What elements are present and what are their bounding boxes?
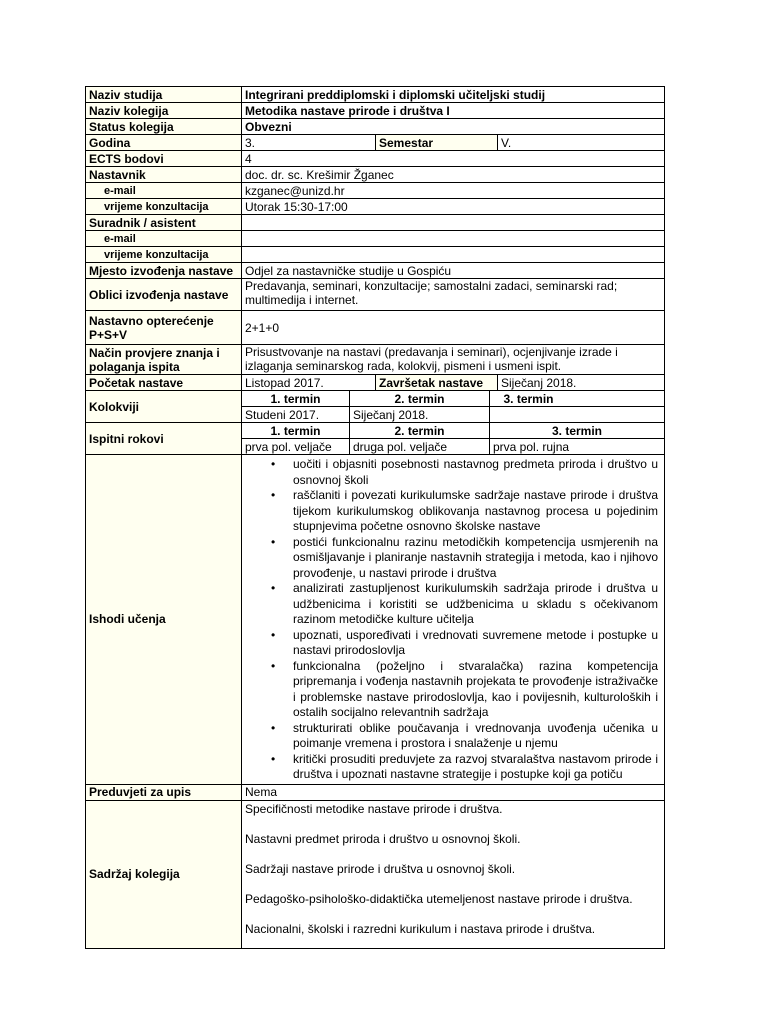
ispitni-header-3: 3. termin — [490, 423, 665, 439]
kolokviji-header-2: 2. termin — [350, 391, 490, 407]
label-preduvjeti: Preduvjeti za upis — [86, 784, 242, 800]
course-syllabus-document — [85, 86, 664, 949]
value-pocetak: Listopad 2017. — [242, 375, 376, 391]
value-status-kolegija: Obvezni — [242, 119, 665, 135]
label-naziv-kolegija: Naziv kolegija — [86, 103, 242, 119]
label-semestar: Semestar — [376, 135, 498, 151]
row-sadrzaj — [86, 800, 665, 948]
row-ects — [86, 151, 665, 167]
label-sadrzaj: Sadržaj kolegija — [86, 800, 242, 948]
label-nastavnik: Nastavnik — [86, 167, 242, 183]
value-oblici: Predavanja, seminari, konzultacije; samostalni zadaci, seminarski rad; multimedija i internet. — [242, 279, 665, 311]
sadrzaj-item: Specifičnosti metodike nastave prirode i društva. — [245, 801, 503, 816]
ishodi-item: • analizirati zastupljenost kurikulumskih sadržaja prirode i društva u udžbenicima i koristiti se udžbenicima u skladu s očekivanom razinom metodičke kulture učitelja — [293, 581, 658, 628]
ishodi-item: • funkcionalna (poželjno i stvaralačka) razina kompetencija pripremanja i vođenja nastavnih projekata te provođenje istraživačke i problemske nastave prirodoslovlja, kao i povijesnih, kulturoloških i ostalih socijalno relevantnih sadržaja — [293, 659, 658, 721]
row-oblici — [86, 279, 665, 311]
row-ispitni-header — [86, 423, 665, 439]
row-konzultacije — [86, 199, 665, 215]
ishodi-item: • postići funkcionalnu razinu metodičkih kompetencija usmjerenih na osmišljavanje i planiranje nastavnih strategija i metoda, kao i njihovo provođenje, u nastavi prirode i društva — [293, 535, 658, 582]
value-godina: 3. — [242, 135, 376, 151]
row-kolokviji-header — [86, 391, 665, 407]
label-ishodi: Ishodi učenja — [86, 455, 242, 785]
ishodi-item: • strukturirati oblike poučavanja i vrednovanja uvođenja učenika u poimanje vremena i prostora i snalaženje u njemu — [293, 721, 658, 752]
ispitni-header-2: 2. termin — [350, 423, 490, 439]
kolokviji-header-1: 1. termin — [242, 391, 350, 407]
label-oblici: Oblici izvođenja nastave — [86, 279, 242, 311]
label-suradnik-email: e-mail — [86, 231, 242, 247]
ishodi-item: • kritički prosuditi preduvjete za razvoj stvaralaštva nastavom prirode i društva i upoznati nastavne strategije i postupke koji ga potiču — [293, 752, 658, 783]
value-preduvjeti: Nema — [242, 784, 665, 800]
sadrzaj-item: Pedagoško-psihološko-didaktička utemeljenost nastave prirode i društva. — [245, 891, 633, 906]
ispitni-value-2: druga pol. veljače — [350, 439, 490, 455]
value-suradnik-email — [242, 231, 665, 247]
row-mjesto — [86, 263, 665, 279]
label-kolokviji: Kolokviji — [86, 391, 242, 423]
label-email: e-mail — [86, 183, 242, 199]
ishodi-item: • upoznati, uspoređivati i vrednovati suvremene metode i postupke u nastavi prirodoslovlja — [293, 628, 658, 659]
row-ishodi — [86, 455, 665, 785]
value-mjesto: Odjel za nastavničke studije u Gospiću — [242, 263, 665, 279]
row-email — [86, 183, 665, 199]
row-suradnik-email — [86, 231, 665, 247]
row-status-kolegija — [86, 119, 665, 135]
label-mjesto: Mjesto izvođenja nastave — [86, 263, 242, 279]
sadrzaj-item: Nacionalni, školski i razredni kurikulum i nastava prirode i društva. — [245, 921, 596, 936]
label-godina: Godina — [86, 135, 242, 151]
sadrzaj-item: Sadržaji nastave prirode i društva u osnovnoj školi. — [245, 861, 516, 876]
value-nastavnik: doc. dr. sc. Krešimir Žganec — [242, 167, 665, 183]
row-opterecenje — [86, 311, 665, 345]
value-sadrzaj — [242, 800, 665, 948]
ispitni-value-3: prva pol. rujna — [490, 439, 665, 455]
value-email: kzganec@unizd.hr — [242, 183, 665, 199]
row-suradnik — [86, 215, 665, 231]
label-suradnik: Suradnik / asistent — [86, 215, 242, 231]
ishodi-list — [245, 457, 658, 783]
kolokviji-value-2: Siječanj 2018. — [350, 407, 490, 423]
value-provjera: Prisustvovanje na nastavi (predavanja i seminari), ocjenjivanje izrade i izlaganja seminarskog rada, kolokvij, pismeni i usmeni ispit. — [242, 345, 665, 375]
ishodi-item: • raščlaniti i povezati kurikulumske sadržaje nastave prirode i društva tijekom kurikulumskog oblikovanja nastavnog procesa u pojedinim stupnjevima početne osnovno školske nastave — [293, 488, 658, 535]
value-suradnik — [242, 215, 665, 231]
label-opterecenje: Nastavno opterećenje P+S+V — [86, 311, 242, 345]
row-preduvjeti — [86, 784, 665, 800]
kolokviji-value-3 — [490, 407, 665, 423]
row-nastavnik — [86, 167, 665, 183]
label-ects: ECTS bodovi — [86, 151, 242, 167]
ispitni-header-1: 1. termin — [242, 423, 350, 439]
sadrzaj-item: Nastavni predmet priroda i društvo u osnovnoj školi. — [245, 831, 521, 846]
value-suradnik-konzultacije — [242, 247, 665, 263]
label-ispitni-rokovi: Ispitni rokovi — [86, 423, 242, 455]
value-konzultacije: Utorak 15:30-17:00 — [242, 199, 665, 215]
label-suradnik-konzultacije: vrijeme konzultacija — [86, 247, 242, 263]
row-suradnik-konzultacije — [86, 247, 665, 263]
ispitni-value-1: prva pol. veljače — [242, 439, 350, 455]
value-ishodi — [242, 455, 665, 785]
value-naziv-kolegija: Metodika nastave prirode i društva I — [242, 103, 665, 119]
label-naziv-studija: Naziv studija — [86, 87, 242, 103]
value-ects: 4 — [242, 151, 665, 167]
label-pocetak: Početak nastave — [86, 375, 242, 391]
row-provjera — [86, 345, 665, 375]
value-semestar: V. — [498, 135, 665, 151]
row-godina — [86, 135, 665, 151]
row-naziv-kolegija — [86, 103, 665, 119]
label-provjera: Način provjere znanja i polaganja ispita — [86, 345, 242, 375]
value-opterecenje: 2+1+0 — [242, 311, 665, 345]
syllabus-table — [85, 86, 665, 949]
ishodi-item: • uočiti i objasniti posebnosti nastavnog predmeta priroda i društvo u osnovnoj školi — [293, 457, 658, 488]
kolokviji-value-1: Studeni 2017. — [242, 407, 350, 423]
label-konzultacije: vrijeme konzultacija — [86, 199, 242, 215]
value-naziv-studija: Integrirani preddiplomski i diplomski učiteljski studij — [242, 87, 665, 103]
kolokviji-header-3: 3. termin — [490, 391, 665, 407]
label-status-kolegija: Status kolegija — [86, 119, 242, 135]
label-zavrsetak: Završetak nastave — [376, 375, 498, 391]
row-pocetak — [86, 375, 665, 391]
value-zavrsetak: Siječanj 2018. — [498, 375, 665, 391]
row-naziv-studija — [86, 87, 665, 103]
